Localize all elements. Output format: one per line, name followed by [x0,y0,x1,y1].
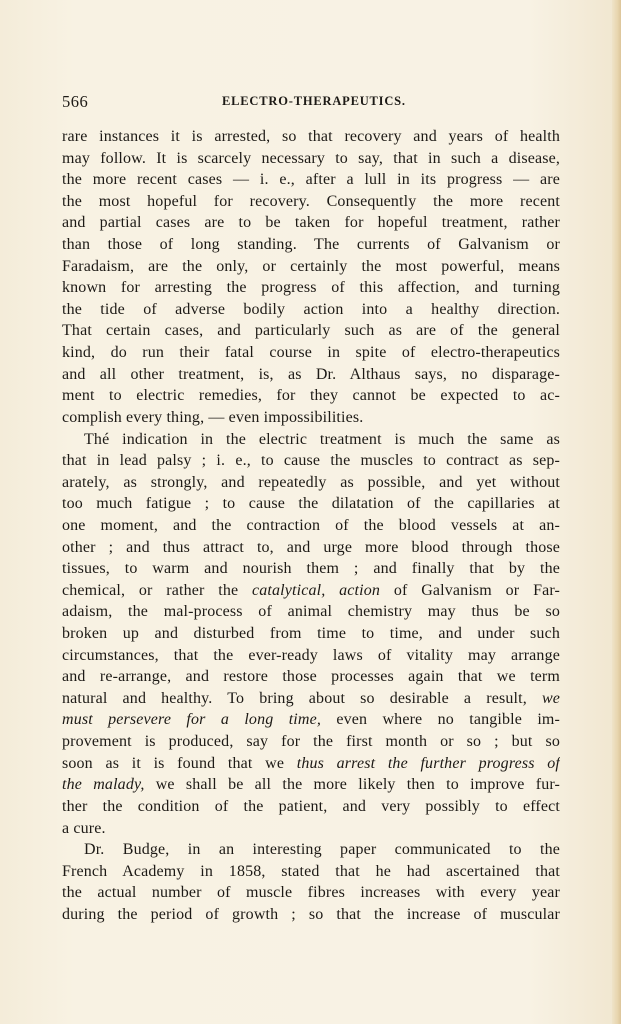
text-line: one moment, and the contraction of the blood vessels at an- [62,516,560,534]
text-line: rare instances it is arrested, so that recovery and years of health [62,128,560,145]
text-line: Faradaism, are the only, or certainly the most powerful, means [62,257,560,275]
text-line: kind, do run their fatal course in spite of electro-therapeutics [62,344,560,362]
text-line: too much fatigue ; to cause the dilatation of the capillaries at [62,495,560,513]
text-segment: even where no tangible im- [336,711,560,729]
text-line: a cure. [62,819,106,837]
text-line: circumstances, that the ever-ready laws of vitality may arrange [62,646,560,664]
text-line: and all other treatment, is, as Dr. Althaus says, no disparage- [62,365,560,383]
text-segment: we shall be all the more likely then to improve fur- [155,776,560,794]
text-line [62,709,560,731]
text-segment: natural and healthy. To bring about so desirable a result, [62,689,527,707]
text-line: broken up and disturbed from time to time, and under such [62,625,560,643]
text-segment: of Galvanism or Far- [393,581,560,599]
text-line: provement is produced, say for the first month or so ; but so [62,733,560,751]
text-line: adaism, the mal-process of animal chemistry may thus be so [62,603,560,621]
text-line [62,753,560,775]
text-line: other ; and thus attract to, and urge more blood through those [62,538,560,556]
text-segment: soon as it is found that we [62,754,285,772]
emphasis-text: catalytical, action [252,581,381,599]
text-line: tissues, to warm and nourish them ; and finally that by the [62,560,560,578]
text-line: known for arresting the progress of this affection, and turning [62,279,560,297]
text-line [62,774,560,796]
page-edge [612,0,621,1024]
text-line: and re-arrange, and restore those processes again that we term [62,668,560,686]
text-line: the most hopeful for recovery. Consequently the more recent [62,192,560,210]
emphasis-text: thus arrest the further progress of [296,754,560,772]
text-line: than those of long standing. The currents of Galvanism or [62,236,560,254]
paragraph-start-line: Thé indication in the electric treatment is much the same as [84,430,560,448]
text-line: during the period of growth ; so that the increase of muscular [62,905,560,923]
text-line: the tide of adverse bodily action into a healthy direction. [62,300,560,318]
text-line: the more recent cases — i. e., after a lull in its progress — are [62,171,560,189]
text-line [62,580,560,602]
text-segment: chemical, or rather the [62,581,239,599]
text-line: That certain cases, and particularly such as are of the general [62,322,560,340]
text-line: French Academy in 1858, stated that he had ascertained that [62,862,560,880]
page-header [62,92,572,112]
text-line: may follow. It is scarcely necessary to say, that in such a disease, [62,149,560,167]
paragraph-start-line: Dr. Budge, in an interesting paper communicated to the [84,841,560,859]
text-line: that in lead palsy ; i. e., to cause the muscles to contract as sep- [62,452,560,470]
text-line: ther the condition of the patient, and very possibly to effect [62,797,560,815]
page-number: 566 [62,92,89,111]
text-line: and partial cases are to be taken for hopeful treatment, rather [62,214,560,232]
body-text [62,126,560,926]
text-line: ment to electric remedies, for they cannot be expected to ac- [62,387,560,405]
emphasis-text: must persevere for a long time, [62,711,322,729]
running-head: ELECTRO-THERAPEUTICS. [222,94,406,108]
text-line: the actual number of muscle fibres increases with every year [62,884,560,902]
emphasis-text: we [541,689,560,707]
text-line [62,688,560,710]
emphasis-text: the malady, [62,776,145,794]
text-line: arately, as strongly, and repeatedly as possible, and yet without [62,473,560,491]
text-line: complish every thing, — even impossibilities. [62,408,364,426]
